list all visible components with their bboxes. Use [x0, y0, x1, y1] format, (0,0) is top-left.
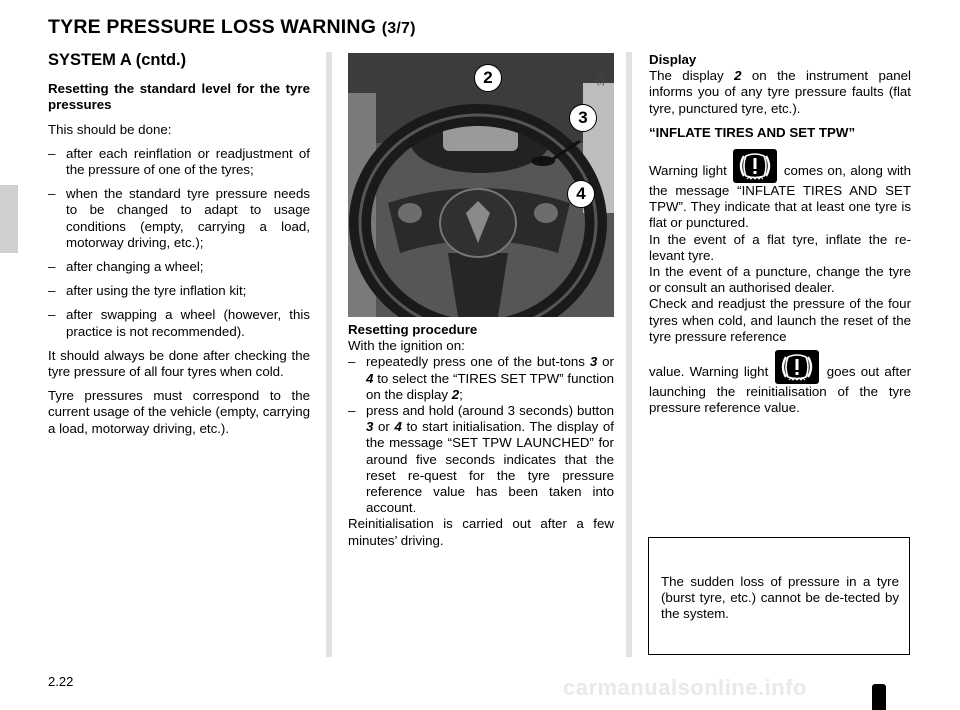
list-item: – after changing a wheel; — [48, 259, 204, 275]
procedure-heading: Resetting procedure — [348, 322, 478, 337]
paragraph: In the event of a flat tyre, inflate the re-levant tyre. — [649, 231, 911, 263]
note-box — [648, 537, 910, 655]
paragraph: It should always be done after checking the tyre pressure of all four tyres when cold. — [48, 347, 310, 380]
subheading: Resetting the standard level for the tyre pressures — [48, 81, 310, 113]
callout-3: 3 — [569, 104, 597, 132]
paragraph: The display 2 on the instrument panel informs you of any tyre pressure faults (flat tyre, punctured tyre, etc.). — [649, 68, 911, 116]
paragraph: Check and readjust the pressure of the four tyres when cold, and launch the reset of the tyre pressure reference — [649, 296, 911, 344]
section-tab — [0, 185, 18, 253]
column-divider — [326, 52, 332, 657]
paragraph: Warning light comes on, along with the message “INFLATE TIRES AND SET TPW”. They indicate that at least one tyre is flat or punctured. — [649, 149, 911, 232]
display-heading: Display — [649, 52, 697, 67]
intro-text: This should be done: — [48, 121, 172, 137]
column-divider — [626, 52, 632, 657]
section-heading: SYSTEM A (cntd.) — [48, 51, 187, 69]
page-number: 2.22 — [48, 674, 74, 689]
paragraph: Reinitialisation is carried out after a few minutes’ driving. — [348, 516, 614, 548]
callout-2: 2 — [474, 64, 502, 92]
intro-text: With the ignition on: — [348, 338, 465, 354]
right-column — [649, 52, 911, 416]
list-item: – press and hold (around 3 seconds) button 3 or 4 to start initialisation. The display of the message “SET TPW LAUNCHED” for around five seconds indicates that the reset re-quest for the tyre pressure reference value has been taken into account. — [348, 403, 614, 516]
watermark: carmanualsonline.info — [563, 675, 807, 700]
callout-4: 4 — [567, 180, 595, 208]
paragraph: value. Warning light goes out after launching the reinitialisation of the tyre pressure reference value. — [649, 350, 911, 416]
title-suffix: (3/7) — [381, 20, 416, 37]
list-item: – when the standard tyre pressure needs to be changed to adapt to usage conditions (empty, carrying a load, motorway driving, etc.); — [48, 186, 310, 250]
list-item: – repeatedly press one of the but-tons 3 or 4 to select the “TIRES SET TPW” function on the display 2; — [348, 354, 614, 402]
inflate-heading: “INFLATE TIRES AND SET TPW” — [649, 124, 856, 140]
figure-reference: 35571 — [596, 60, 606, 86]
tyre-pressure-warning-icon — [775, 350, 819, 384]
tyre-pressure-warning-icon — [733, 149, 777, 183]
list-item: – after each reinflation or readjustment of the pressure of one of the tyres; — [48, 145, 310, 178]
list-item: – after using the tyre inflation kit; — [48, 283, 247, 299]
list-item: – after swapping a wheel (however, this practice is not recommended). — [48, 307, 310, 339]
corner-mark — [872, 684, 886, 710]
note-text: The sudden loss of pressure in a tyre (burst tyre, etc.) cannot be de-tected by the system. — [661, 574, 899, 622]
paragraph: In the event of a puncture, change the tyre or consult an authorised dealer. — [649, 264, 911, 296]
left-column — [48, 52, 310, 445]
paragraph: Tyre pressures must correspond to the current usage of the vehicle (empty, carrying a load, motorway driving, etc.). — [48, 388, 310, 436]
middle-column — [348, 322, 614, 549]
page-title: TYRE PRESSURE LOSS WARNING (3/7) — [48, 16, 416, 38]
